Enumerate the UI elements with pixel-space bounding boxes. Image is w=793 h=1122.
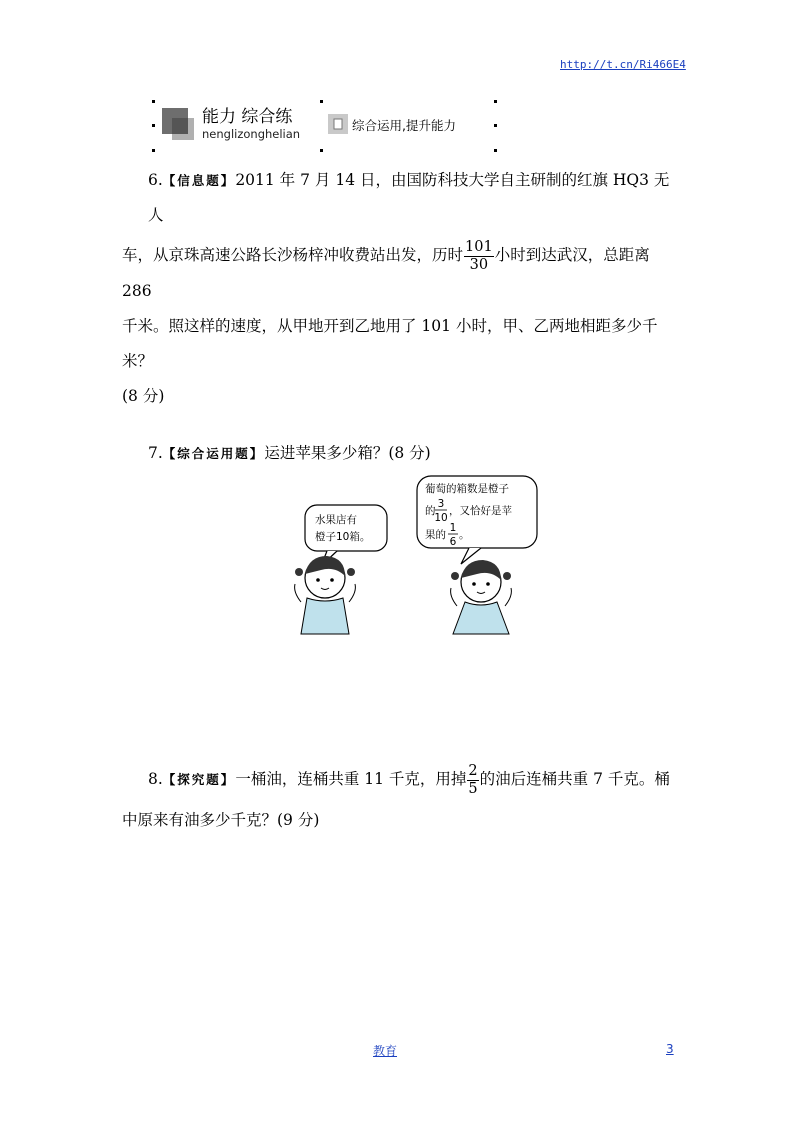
- q6-fraction: [464, 239, 494, 274]
- q6-line-4: (8 分): [122, 386, 165, 405]
- footer-link[interactable]: 教育: [373, 1044, 398, 1058]
- q8-text-1a: 一桶油，连桶共重 11 千克，用掉: [235, 770, 467, 788]
- q7-illustration-svg: [285, 474, 543, 636]
- banner-subtitle: 综合运用,提升能力: [352, 118, 456, 133]
- question-8: [122, 762, 678, 838]
- q6-tag: 【信息题】: [162, 173, 236, 188]
- q7-text: 运进苹果多少箱？(8 分): [264, 444, 431, 462]
- q6-text-1: 2011 年 7 月 14 日，由国防科技大学自主研制的红旗 HQ3 无人: [148, 171, 670, 224]
- section-banner: [150, 98, 500, 156]
- q7-illustration: [285, 474, 543, 636]
- q6-line-3: 千米。照这样的速度，从甲地开到乙地用了 101 小时，甲、乙两地相距多少千米？: [122, 316, 658, 370]
- left-bubble-line-1: 水果店有: [315, 514, 357, 526]
- right-frac1-den: 10: [434, 512, 448, 524]
- q6-number: 6.: [148, 171, 163, 189]
- q6-frac-num: 101: [465, 238, 493, 255]
- q7-line-1: [122, 436, 678, 471]
- right-frac2-num: 1: [449, 522, 457, 534]
- banner-square-icon: [328, 114, 348, 134]
- q8-text-1b: 的油后连桶共重 7 千克。桶: [479, 770, 670, 788]
- right-frac2-den: 6: [449, 536, 457, 548]
- banner-title: 能力 综合练: [202, 107, 293, 127]
- right-girl-icon: [451, 560, 512, 634]
- right-bubble-line-3a: 果的: [425, 529, 446, 541]
- q8-fraction: [467, 763, 478, 798]
- q6-line-1: [122, 163, 678, 233]
- q8-line-2: 中原来有油多少千克？(9 分): [122, 810, 320, 829]
- page-number[interactable]: 3: [666, 1042, 674, 1056]
- right-bubble-line-1: 葡萄的箱数是橙子: [425, 483, 509, 495]
- q6-line-2: [122, 238, 678, 309]
- q7-tag: 【综合运用题】: [162, 446, 265, 461]
- question-6: [122, 163, 678, 414]
- banner-block-icon: [162, 108, 194, 140]
- q7-number: 7.: [148, 444, 163, 462]
- right-bubble-line-3b: 。: [459, 529, 470, 541]
- question-7: [122, 436, 678, 471]
- left-speech-bubble: [305, 505, 387, 551]
- right-bubble-line-2b: ，又恰好是苹: [449, 505, 512, 517]
- q8-frac-num: 2: [468, 762, 478, 779]
- left-girl-icon: [295, 556, 356, 634]
- q8-number: 8.: [148, 770, 163, 788]
- banner-pinyin: nenglizonghelian: [202, 127, 301, 141]
- right-frac1-num: 3: [437, 498, 445, 510]
- q6-text-2b: 小时到达武汉，总距离 286: [122, 246, 650, 300]
- q6-text-2a: 车，从京珠高速公路长沙杨梓冲收费站出发，历时: [122, 246, 464, 264]
- q8-frac-den: 5: [468, 780, 478, 797]
- q8-tag: 【探究题】: [162, 772, 236, 787]
- right-bubble-line-2a: 的: [425, 505, 436, 517]
- q6-frac-den: 30: [469, 256, 489, 273]
- header-url-link[interactable]: http://t.cn/Ri466E4: [560, 58, 686, 71]
- q8-line-1: [122, 762, 678, 798]
- left-bubble-line-2: 橙子10箱。: [315, 531, 371, 543]
